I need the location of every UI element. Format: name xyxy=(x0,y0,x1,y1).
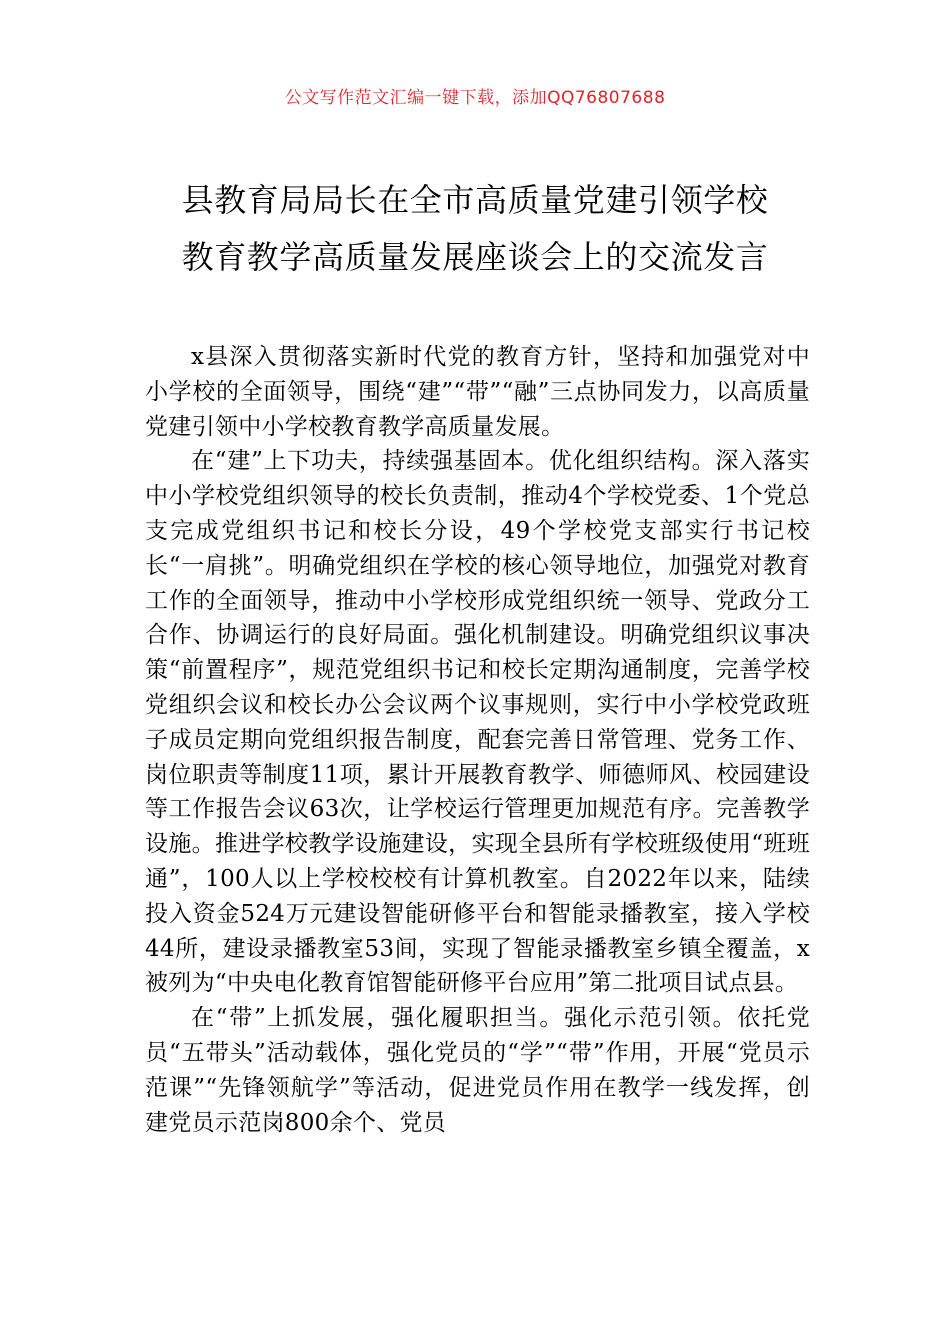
document-title xyxy=(100,172,850,286)
download-notice: 公文写作范文汇编一键下载，添加QQ76807688 xyxy=(284,88,666,108)
paragraph-build: 在“建”上下功夫，持续强基固本。优化组织结构。深入落实中小学校党组织领导的校长负责制，推动4个学校党委、1个党总支完成党组织书记和校长分设，49个学校党支部实行书记校长“一肩挑”。明确党组织在学校的核心领导地位，加强党对教育工作的全面领导，推动中小学校形成党组织统一领导、党政分工合作、协调运行的良好局面。强化机制建设。明确党组织议事决策“前置程序”，规范党组织书记和校长定期沟通制度，完善学校党组织会议和校长办公会议两个议事规则，实行中小学校党政班子成员定期向党组织报告制度，配套完善日常管理、党务工作、岗位职责等制度11项，累计开展教育教学、师德师风、校园建设等工作报告会议63次，让学校运行管理更加规范有序。完善教学设施。推进学校教学设施建设，实现全县所有学校班级使用“班班通”，100人以上学校校校有计算机教室。自2022年以来，陆续投入资金524万元建设智能研修平台和智能录播教室，接入学校44所，建设录播教室53间，实现了智能录播教室乡镇全覆盖，x被列为“中央电化教育馆智能研修平台应用”第二批项目试点县。 xyxy=(145,448,810,997)
document-body xyxy=(145,340,810,1140)
title-line-1: 县教育局局长在全市高质量党建引领学校 xyxy=(181,181,769,219)
title-line-2: 教育教学高质量发展座谈会上的交流发言 xyxy=(181,238,769,276)
paragraph-intro: x县深入贯彻落实新时代党的教育方针，坚持和加强党对中小学校的全面领导，围绕“建”“带”“融”三点协同发力，以高质量党建引领中小学校教育教学高质量发展。 xyxy=(145,344,810,440)
paragraph-lead: 在“带”上抓发展，强化履职担当。强化示范引领。依托党员“五带头”活动载体，强化党员的“学”“带”作用，开展“党员示范课”“先锋领航学”等活动，促进党员作用在教学一线发挥，创建党员示范岗800余个、党员 xyxy=(145,1005,810,1136)
